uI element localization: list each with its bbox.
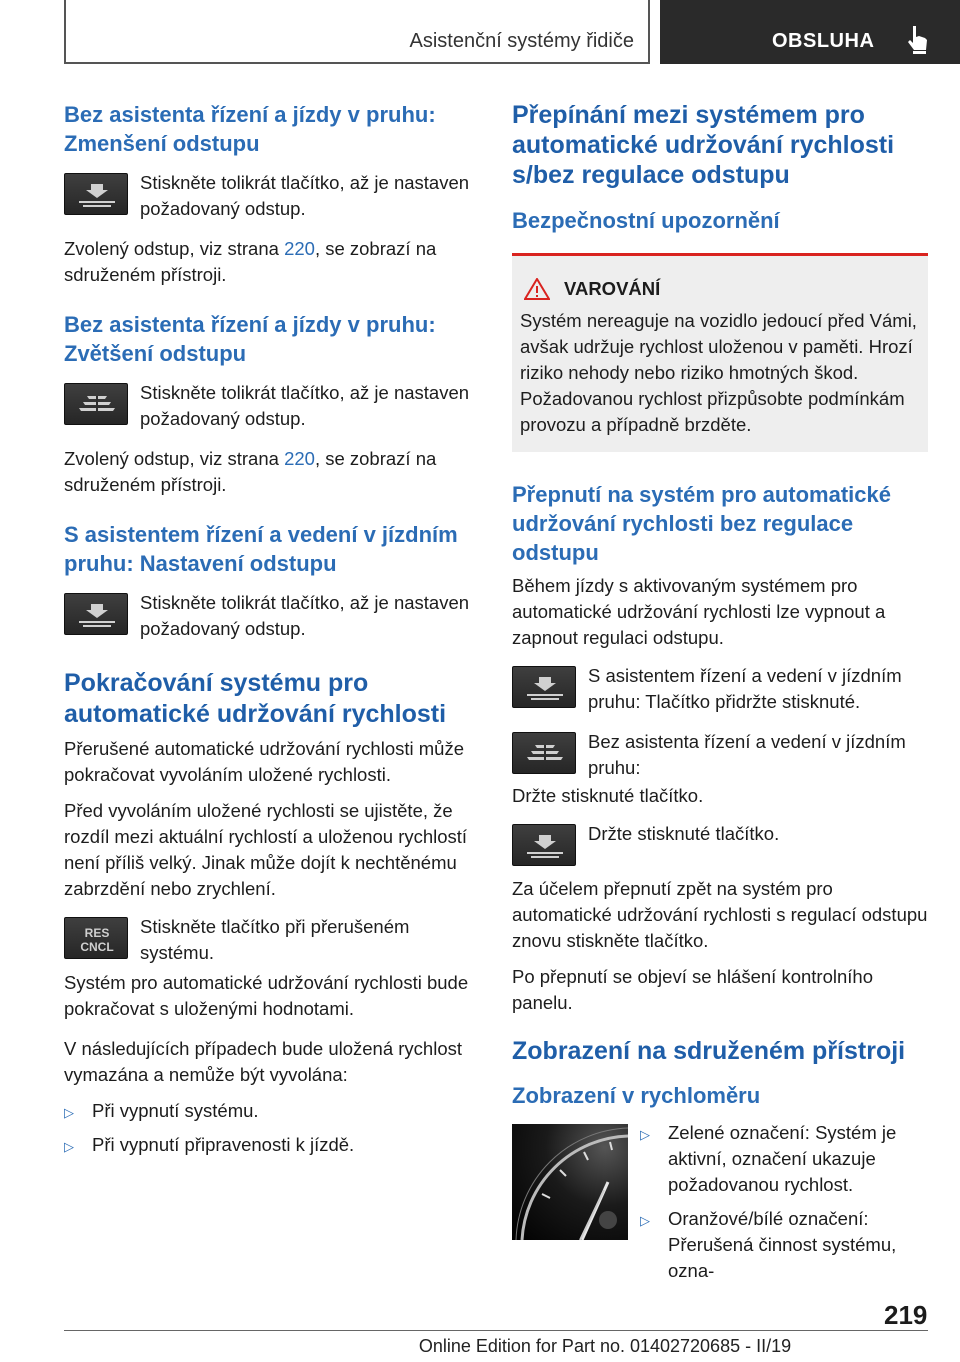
hold-row-2 [512,821,928,866]
warning-text: Systém nereaguje na vozidlo jedoucí před Vámi, avšak udržuje rychlost uloženou v paměti. Hrozí riziko nehody nebo riziko hmotných škod. Požadovanou rychlost přizpůsobte podmínkám provozu a případně brzděte. [520,310,917,435]
footer-divider [64,1330,928,1331]
reduce-distance-note: Zvolený odstup, viz strana 220, se zobrazí na sdruženém přístroji. [64,238,437,285]
increase-distance-text: Stiskněte tolikrát tlačítko, až je nastaven požadovaný odstup. [140,382,470,429]
resume-paragraph-4: V následujících případech bude uložená rychlost vymazána a nemůže být vyvolána: [64,1038,463,1085]
distance-button-icon [64,593,128,635]
chapter-tab[interactable] [660,0,960,64]
hand-pointer-icon [904,24,930,54]
lane-hold-row [512,663,928,715]
speedometer-row [512,1124,928,1284]
bullet-triangle-icon: ▷ [64,1139,74,1154]
res-cncl-row [64,914,478,966]
switch-paragraph-1: Během jízdy s aktivovaným systémem pro automatické udržování rychlosti lze vypnout a zapnout regulaci odstupu. [512,575,886,648]
heading-switch-systems: Přepínání mezi systémem pro automatické udržování rychlosti s/bez regulace odstupu [512,101,895,189]
heading-reduce-distance: Bez asistenta řízení a jízdy v pruhu: Zmenšení odstupu [64,102,436,156]
distance-button-icon [512,666,576,708]
warning-title: VAROVÁNÍ [520,278,920,300]
page-header [0,0,960,66]
heading-increase-distance: Bez asistenta řízení a jízdy v pruhu: Zvětšení odstupu [64,312,436,366]
heading-cluster-display: Zobrazení na sdruženém přístroji [512,1037,906,1065]
hold-text-2: Držte stisknuté tlačítko. [588,823,780,844]
left-column [64,100,478,1160]
switch-back-paragraph: Za účelem přepnutí zpět na systém pro automatické udržování rychlosti s regulací odstupu znovu stiskněte tlačítko. [512,878,928,951]
resume-paragraph-2: Před vyvoláním uložené rychlosti se ujistěte, že rozdíl mezi aktuální rychlostí a uloženou rychlostí není příliš velký. Jinak může dojít k nechtěnému zabrzdění nebo zrychlení. [64,800,468,899]
list-item: ▷ Zelené označení: Systém je aktivní, označení ukazuje požadovanou rychlost. [640,1120,928,1198]
warning-triangle-icon [524,278,550,300]
nolane-hold-text: Bez asistenta řízení a vedení v jízdním pruhu: [588,731,906,778]
page-link[interactable]: 220 [284,448,315,469]
heading-lane-distance: S asistentem řízení a vedení v jízdním pruhu: Nastavení odstupu [64,522,458,576]
res-cncl-button-icon [64,917,128,959]
increase-distance-row [64,380,478,432]
heading-switch-off-distance: Přepnutí na systém pro automatické udržování rychlosti bez regulace odstupu [512,482,891,565]
section-title: Asistenční systémy řidiče [409,30,634,52]
lane-distance-text: Stiskněte tolikrát tlačítko, až je nastaven požadovaný odstup. [140,592,470,639]
switch-message-paragraph: Po přepnutí se objeví se hlášení kontrolního panelu. [512,966,873,1013]
res-cncl-text: Stiskněte tlačítko při přerušeném systému. [140,916,410,963]
lane-hold-text: S asistentem řízení a vedení v jízdním pruhu: Tlačítko přidržte stisknuté. [588,665,902,712]
footer-edition: Online Edition for Part no. 01402720685 - II/19 [418,1336,792,1356]
heading-speedometer-display: Zobrazení v rychloměru [512,1083,761,1108]
distance-button-icon [512,824,576,866]
right-column [512,100,928,1284]
bullet-triangle-icon: ▷ [640,1127,650,1142]
page-link[interactable]: 220 [284,238,315,259]
reduce-distance-text: Stiskněte tolikrát tlačítko, až je nastaven požadovaný odstup. [140,172,470,219]
resume-paragraph-1: Přerušené automatické udržování rychlosti může pokračovat vyvoláním uložené rychlosti. [64,738,464,785]
warning-box [512,253,928,452]
list-item: ▷ Oranžové/bílé označení: Přerušená činnost systému, ozna- [640,1206,928,1284]
page-number: 219 [884,1300,928,1330]
bullet-triangle-icon: ▷ [640,1213,650,1228]
list-item: ▷ Při vypnutí připravenosti k jízdě. [64,1132,478,1160]
hold-line: Držte stisknuté tlačítko. [512,785,704,806]
lane-distance-row [64,590,478,642]
chapter-tab-label: OBSLUHA [772,30,875,52]
heading-resume-system: Pokračování systému pro automatické udržování rychlosti [64,669,447,728]
res-key-top: RES [84,926,110,940]
section-header-box [64,0,650,64]
list-item: ▷ Při vypnutí systému. [64,1098,478,1126]
res-key-bottom: CNCL [80,940,114,954]
heading-safety-notes: Bezpečnostní upozornění [512,208,780,233]
bullet-triangle-icon: ▷ [64,1105,74,1120]
distance-increase-button-icon [512,732,576,774]
resume-paragraph-3: Systém pro automatické udržování rychlosti bude pokračovat s uloženými hodnotami. [64,972,469,1019]
nolane-hold-row [512,729,928,781]
speedometer-list [640,1124,928,1284]
speedometer-image [512,1124,628,1240]
distance-decrease-button-icon [64,173,128,215]
increase-distance-note: Zvolený odstup, viz strana 220, se zobrazí na sdruženém přístroji. [64,448,437,495]
distance-increase-button-icon [64,383,128,425]
reduce-distance-row [64,170,478,222]
